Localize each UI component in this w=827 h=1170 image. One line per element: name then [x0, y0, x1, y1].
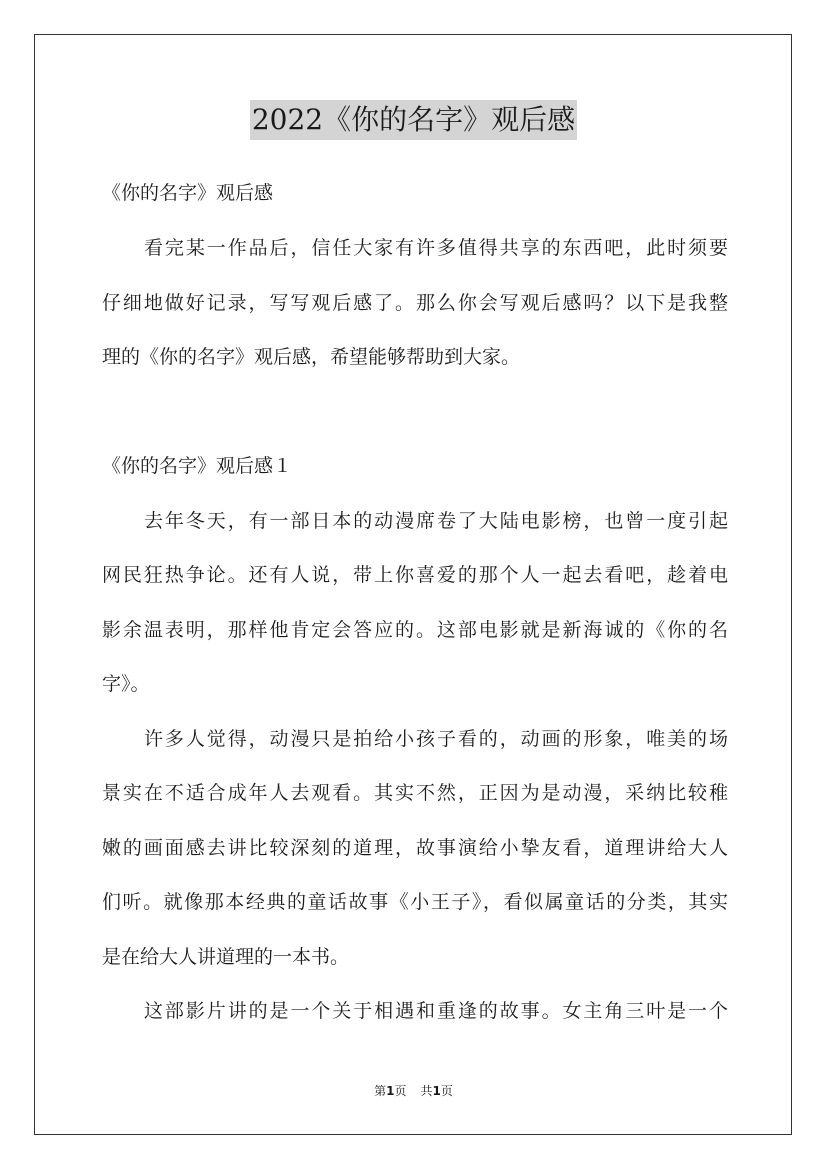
total-prefix: 共 [420, 1084, 433, 1098]
para1-line-3: 影余温表明，那样他肯定会答应的。这部电影就是新海诚的《你的名 [102, 619, 728, 641]
para2-line-1: 许多人觉得，动漫只是拍给小孩子看的，动画的形象，唯美的场 [144, 728, 728, 750]
total-pages: 1 [432, 1084, 441, 1098]
intro-line-3: 理的《你的名字》观后感，希望能够帮助到大家。 [102, 346, 521, 368]
page-footer [0, 1083, 827, 1099]
document-title: 2022《你的名字》观后感 [250, 100, 577, 140]
para2-line-2: 景实在不适合成年人去观看。其实不然，正因为是动漫，采纳比较稚 [102, 782, 728, 804]
para2-line-5: 是在给大人讲道理的一本书。 [102, 946, 350, 968]
para1-line-2: 网民狂热争论。还有人说，带上你喜爱的那个人一起去看吧，趁着电 [102, 564, 728, 586]
title-container [0, 100, 827, 140]
section-heading: 《你的名字》观后感 [102, 182, 274, 204]
para3-line-1: 这部影片讲的是一个关于相遇和重逢的故事。女主角三叶是一个 [144, 1000, 728, 1022]
para1-line-1: 去年冬天，有一部日本的动漫席卷了大陆电影榜，也曾一度引起 [144, 510, 728, 532]
para1-line-4: 字》。 [102, 673, 150, 695]
intro-line-1: 看完某一作品后，信任大家有许多值得共享的东西吧，此时须要 [144, 237, 728, 259]
section-heading-1: 《你的名字》观后感１ [102, 455, 293, 477]
page-suffix: 页 [394, 1084, 407, 1098]
page-prefix: 第 [374, 1084, 387, 1098]
intro-line-2: 仔细地做好记录，写写观后感了。那么你会写观后感吗？以下是我整 [102, 292, 728, 314]
para2-line-4: 们听。就像那本经典的童话故事《小王子》，看似属童话的分类，其实 [102, 891, 728, 913]
page-number: 1 [386, 1084, 395, 1098]
total-suffix: 页 [440, 1084, 453, 1098]
para2-line-3: 嫩的画面感去讲比较深刻的道理，故事演给小挚友看，道理讲给大人 [102, 837, 728, 859]
